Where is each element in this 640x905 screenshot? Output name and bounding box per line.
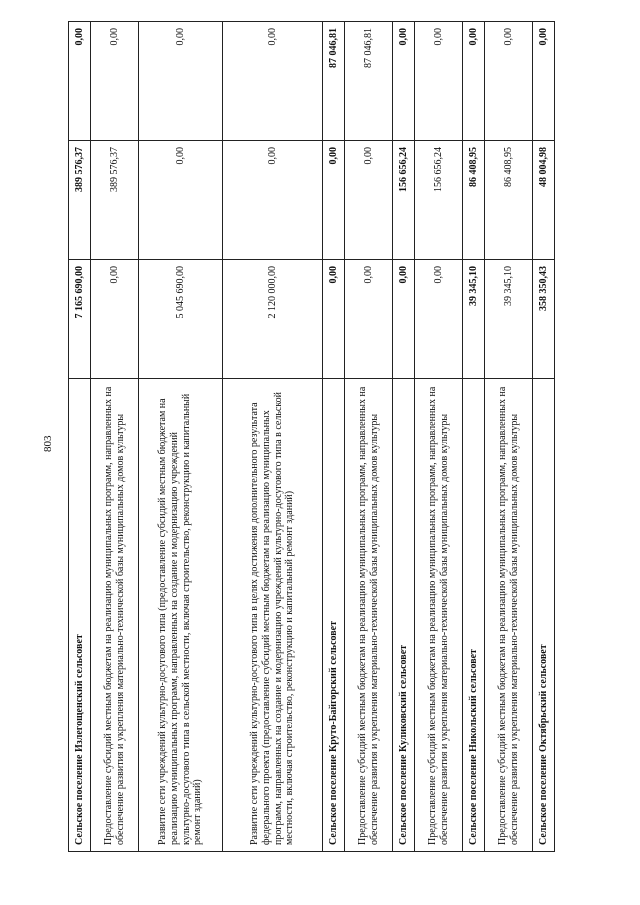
row-value-2: 86 408,95 bbox=[463, 141, 485, 260]
row-name: Предоставление субсидий местным бюджетам на реализацию муниципальных программ, направленных на обеспечение развития и укрепления материально-технической базы муниципальных домов культуры bbox=[415, 379, 463, 852]
row-value-3: 0,00 bbox=[69, 22, 91, 141]
budget-table bbox=[68, 21, 555, 852]
row-value-1: 0,00 bbox=[323, 260, 345, 379]
table-row bbox=[223, 22, 323, 852]
page-number: 803 bbox=[42, 435, 54, 452]
row-name: Сельское поселение Октябрьский сельсовет bbox=[533, 379, 555, 852]
row-name: Сельское поселение Круто-Байгорский сельсовет bbox=[323, 379, 345, 852]
row-value-3: 0,00 bbox=[415, 22, 463, 141]
rotated-table-container bbox=[68, 28, 590, 852]
row-value-2: 0,00 bbox=[323, 141, 345, 260]
table-row bbox=[91, 22, 139, 852]
row-value-2: 389 576,37 bbox=[69, 141, 91, 260]
row-value-3: 0,00 bbox=[91, 22, 139, 141]
table-row bbox=[415, 22, 463, 852]
table-row bbox=[463, 22, 485, 852]
row-value-1: 2 120 000,00 bbox=[223, 260, 323, 379]
table-row bbox=[485, 22, 533, 852]
row-value-3: 0,00 bbox=[485, 22, 533, 141]
row-value-3: 87 046,81 bbox=[323, 22, 345, 141]
row-value-2: 0,00 bbox=[223, 141, 323, 260]
row-value-3: 0,00 bbox=[393, 22, 415, 141]
row-value-1: 0,00 bbox=[415, 260, 463, 379]
row-value-3: 0,00 bbox=[463, 22, 485, 141]
row-value-2: 48 004,98 bbox=[533, 141, 555, 260]
row-value-2: 0,00 bbox=[345, 141, 393, 260]
row-value-1: 7 165 690,00 bbox=[69, 260, 91, 379]
row-value-1: 39 345,10 bbox=[485, 260, 533, 379]
table-row bbox=[345, 22, 393, 852]
row-value-1: 39 345,10 bbox=[463, 260, 485, 379]
row-value-3: 0,00 bbox=[533, 22, 555, 141]
table-row bbox=[393, 22, 415, 852]
row-value-2: 389 576,37 bbox=[91, 141, 139, 260]
row-name: Сельское поселение Излегощенский сельсовет bbox=[69, 379, 91, 852]
row-value-1: 358 350,43 bbox=[533, 260, 555, 379]
row-value-1: 5 045 690,00 bbox=[139, 260, 223, 379]
row-value-3: 0,00 bbox=[223, 22, 323, 141]
table-row bbox=[139, 22, 223, 852]
row-value-2: 156 656,24 bbox=[415, 141, 463, 260]
row-name: Развитие сети учреждений культурно-досугового типа в целях достижения дополнительного результата федерального проекта (предоставление субсидий местным бюджетам на реализацию муниципальных программ, направленных на создание и модернизацию учреждений культурно-досугового типа в сельской местности, включая строительство, реконструкцию и капитальный ремонт зданий) bbox=[223, 379, 323, 852]
row-value-3: 0,00 bbox=[139, 22, 223, 141]
row-value-2: 0,00 bbox=[139, 141, 223, 260]
row-value-2: 156 656,24 bbox=[393, 141, 415, 260]
row-name: Предоставление субсидий местным бюджетам на реализацию муниципальных программ, направленных на обеспечение развития и укрепления материально-технической базы муниципальных домов культуры bbox=[91, 379, 139, 852]
row-value-1: 0,00 bbox=[345, 260, 393, 379]
table-row bbox=[69, 22, 91, 852]
row-name: Сельское поселение Никольский сельсовет bbox=[463, 379, 485, 852]
row-name: Предоставление субсидий местным бюджетам на реализацию муниципальных программ, направленных на обеспечение развития и укрепления материально-технической базы муниципальных домов культуры bbox=[485, 379, 533, 852]
table-row bbox=[533, 22, 555, 852]
row-value-1: 0,00 bbox=[393, 260, 415, 379]
row-name: Развитие сети учреждений культурно-досугового типа (предоставление субсидий местным бюджетам на реализацию муниципальных программ, направленных на создание и модернизацию учреждений культурно-досугового типа в сельской местности, включая строительство, реконструкцию и капитальный ремонт зданий) bbox=[139, 379, 223, 852]
row-name: Предоставление субсидий местным бюджетам на реализацию муниципальных программ, направленных на обеспечение развития и укрепления материально-технической базы муниципальных домов культуры bbox=[345, 379, 393, 852]
row-value-2: 86 408,95 bbox=[485, 141, 533, 260]
row-value-3: 87 046,81 bbox=[345, 22, 393, 141]
row-value-1: 0,00 bbox=[91, 260, 139, 379]
table-row bbox=[323, 22, 345, 852]
row-name: Сельское поселение Куликовский сельсовет bbox=[393, 379, 415, 852]
